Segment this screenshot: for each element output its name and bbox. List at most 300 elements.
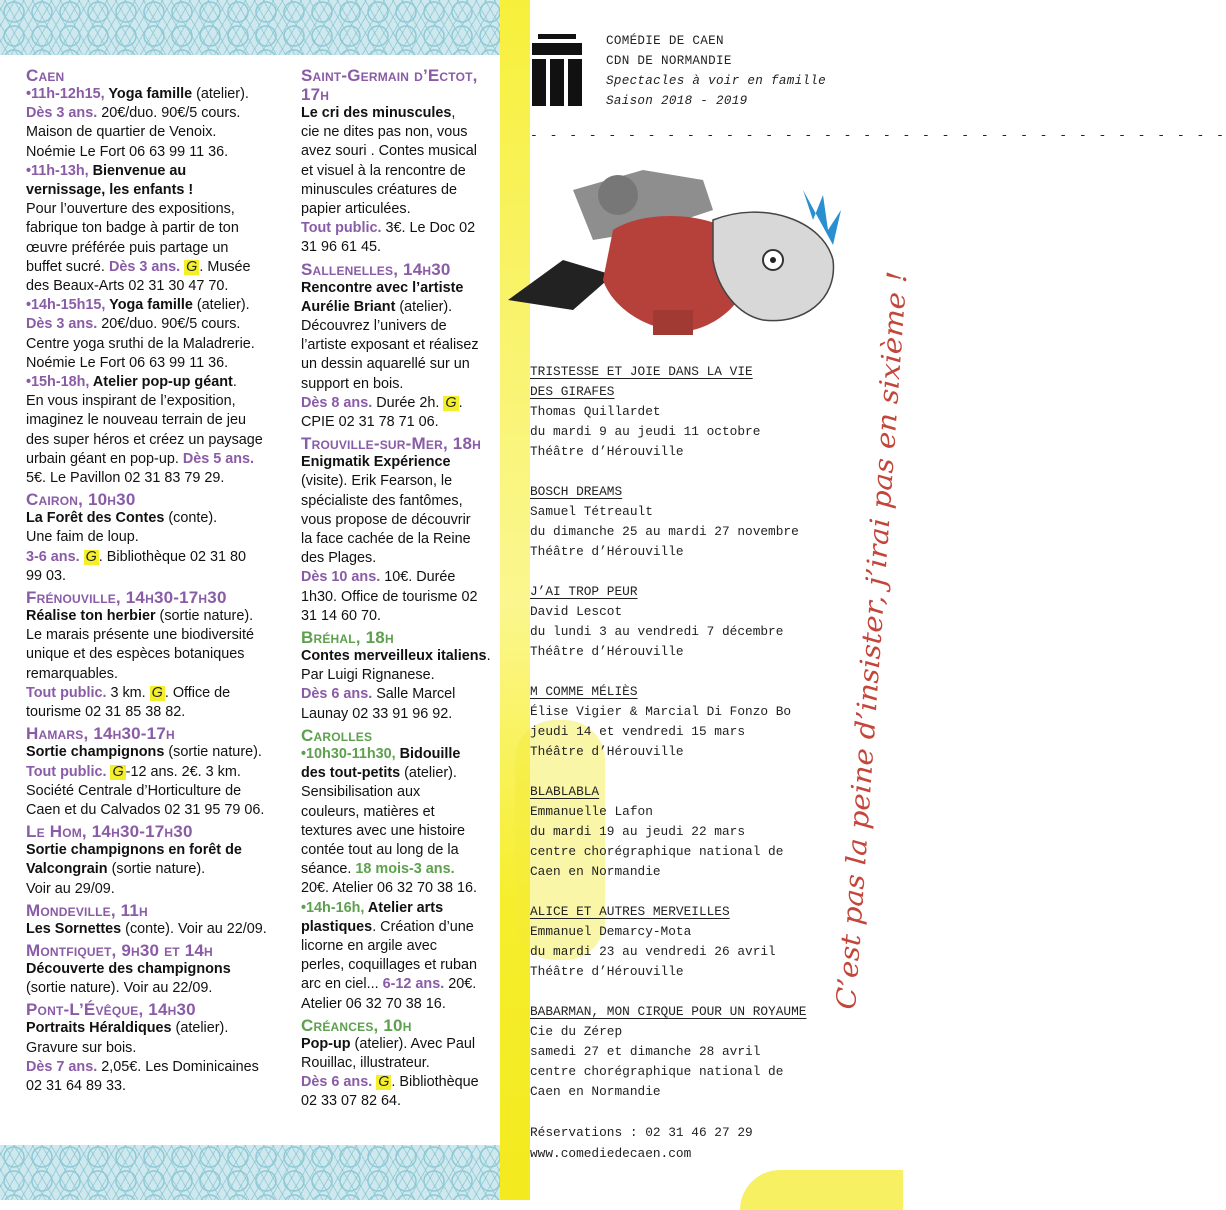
show-venue: Théâtre d’Hérouville (530, 444, 684, 459)
entry-text: Le marais présente une biodiversité (26, 627, 254, 644)
town-heading: Bréhal, 18h (301, 628, 394, 648)
entry-line (26, 181, 276, 200)
activity-title: Pop-up (301, 1035, 351, 1052)
entry-line (26, 162, 276, 181)
entry-text: Société Centrale d’Horticulture de (26, 782, 242, 799)
entry-text: 10€. Durée (380, 569, 456, 586)
entry-text: unique et des espèces botaniques (26, 646, 245, 663)
entry-text: textures avec une histoire (301, 822, 465, 839)
entry-line (301, 647, 496, 666)
entry-text: . Musée (199, 258, 251, 275)
entry-line (301, 375, 496, 394)
show-author: Emmanuelle Lafon (530, 804, 653, 819)
entry-text: Une faim de loup. (26, 529, 139, 546)
activity-title: Enigmatik Expérience (301, 454, 451, 471)
show-venue: Théâtre d’Hérouville (530, 544, 684, 559)
entry-text: En vous inspirant de l’exposition, (26, 393, 236, 410)
show-venue: Théâtre d’Hérouville (530, 964, 684, 979)
highlight-text: Dès 6 ans. (301, 686, 373, 703)
entry-text: (conte). (164, 510, 218, 527)
entry-line (301, 219, 496, 238)
highlight-text: •10h30-11h30, (301, 745, 400, 762)
entry-text: des Plages. (301, 550, 377, 567)
entry-line (301, 1054, 496, 1073)
agenda-entry-pont-l-eveque-14h30 (26, 1000, 276, 1096)
activity-title: Yoga famille (109, 297, 193, 314)
entry-line (301, 298, 496, 317)
entry-text: 31 14 60 70. (301, 607, 382, 624)
entry-text: Durée 2h. (372, 394, 444, 411)
entry-line (26, 469, 276, 488)
entry-line (26, 880, 276, 899)
entry-line (26, 1019, 276, 1038)
decorative-pattern-top (0, 0, 500, 55)
highlight-text: Dès 8 ans. (301, 394, 373, 411)
entry-line (301, 995, 496, 1014)
activity-title: Découverte des champignons (26, 960, 231, 977)
handwritten-text: C’est pas la peine d’insister, j’irai pas en sixième ! (831, 323, 910, 1011)
entry-line (26, 354, 276, 373)
entry-text: tourisme 02 31 85 38 82. (26, 704, 186, 721)
show-venue: Théâtre d’Hérouville (530, 644, 684, 659)
show-title: BOSCH DREAMS (530, 484, 623, 499)
entry-line (26, 860, 276, 879)
highlight-text: 3-6 ans. (26, 548, 84, 565)
show-dates: du mardi 19 au jeudi 22 mars (530, 824, 746, 839)
entry-line (26, 143, 276, 162)
entry-line (301, 549, 496, 568)
decorative-pattern-bottom (0, 1145, 500, 1200)
town-heading: Caen (26, 66, 65, 85)
entry-text: remarquables. (26, 665, 118, 682)
free-badge: G (112, 763, 124, 780)
website-link[interactable]: www.comediedecaen.com (530, 1146, 692, 1161)
entry-text: (sortie nature). (164, 744, 262, 761)
entry-line (301, 511, 496, 530)
entry-line (26, 960, 276, 979)
entry-text: . Bibliothèque (391, 1074, 479, 1091)
agenda-entry-sallenelles-14h30 (301, 260, 496, 433)
entry-line (26, 1077, 276, 1096)
highlight-text: Tout public. (301, 220, 382, 237)
town-heading: Montfiquet, 9h30 et 14h (26, 940, 213, 960)
entry-line (26, 431, 276, 450)
entry-line (26, 200, 276, 219)
header-line1: COMÉDIE DE CAEN (606, 34, 724, 48)
town-heading: Sallenelles, 14h30 (301, 259, 451, 279)
entry-text: (atelier). (395, 298, 453, 315)
entry-line (26, 219, 276, 238)
entry-line (26, 645, 276, 664)
agenda-entry-trouville-sur-mer-18h (301, 434, 496, 626)
entry-text: 99 03. (26, 567, 67, 584)
entry-line (301, 666, 496, 685)
entry-line (26, 626, 276, 645)
entry-text: cie ne dites pas non, vous (301, 124, 468, 141)
show-venue: Caen en Normandie (530, 864, 661, 879)
comedie-logo-icon (532, 34, 582, 106)
header-line2: CDN DE NORMANDIE (606, 54, 732, 68)
entry-text: l’artiste exposant et réalisez (301, 337, 479, 354)
entry-text: (visite). Erik Fearson, le (301, 473, 453, 490)
entry-line (301, 937, 496, 956)
highlight-text: •11h-13h, (26, 162, 93, 179)
entry-line (301, 530, 496, 549)
agenda-entry-mondeville-11h (26, 901, 276, 939)
entry-line (301, 841, 496, 860)
entry-line (26, 665, 276, 684)
show-title: TRISTESSE ET JOIE DANS LA VIE (530, 364, 753, 379)
entry-line (26, 123, 276, 142)
entry-text: 20€/duo. 90€/5 cours. (97, 105, 241, 122)
entry-text: Gravure sur bois. (26, 1039, 137, 1056)
activity-title: Portraits Héraldiques (26, 1020, 172, 1037)
entry-line (301, 588, 496, 607)
town-heading: Créances, 10h (301, 1015, 412, 1035)
entry-text: (sortie nature). (155, 608, 254, 625)
highlight-text: Dès 10 ans. (301, 569, 381, 586)
entry-text: 20€. (444, 976, 477, 993)
show-dates: jeudi 14 et vendredi 15 mars (530, 724, 746, 739)
town-heading: Hamars, 14h30-17h (26, 724, 175, 744)
highlight-text: Dès 3 ans. (108, 258, 185, 275)
activity-title: Valcongrain (26, 861, 108, 878)
entry-text: Launay 02 33 91 96 92. (301, 705, 453, 722)
handwritten-annotation (800, 260, 910, 1020)
agenda-entry-carolles (301, 726, 496, 1014)
highlight-text: •14h-15h15, (26, 297, 110, 314)
activity-title: Rencontre avec l’artiste (301, 279, 464, 296)
activity-title: vernissage, les enfants ! (26, 182, 194, 199)
show-venue: Caen en Normandie (530, 1084, 661, 1099)
activity-title: Bidouille (399, 745, 461, 762)
entry-text: Découvrez l’univers de (301, 318, 447, 335)
activity-title: des tout-petits (301, 765, 401, 782)
entry-text: des super héros et créez un paysage (26, 431, 263, 448)
show-dates: du mardi 23 au vendredi 26 avril (530, 944, 776, 959)
entry-line (301, 413, 496, 432)
entry-line (26, 335, 276, 354)
show-title: BLABLABLA (530, 784, 600, 799)
entry-text: licorne en argile avec (301, 937, 437, 954)
entry-line (26, 567, 276, 586)
highlight-text: •14h-16h, (301, 899, 368, 916)
entry-line (26, 315, 276, 334)
entry-line (26, 296, 276, 315)
highlight-text: Dès 5 ans. (182, 450, 255, 467)
activity-title: Le cri des minuscules (301, 105, 452, 121)
entry-line (301, 783, 496, 802)
town-heading: Carolles (301, 725, 373, 745)
entry-text: vous propose de découvrir (301, 511, 471, 528)
entry-text: 1h30. Office de tourisme 02 (301, 588, 478, 605)
entry-text: , (451, 105, 456, 121)
entry-text: couleurs, matières et (301, 803, 435, 820)
entry-text: des Beaux-Arts 02 31 30 47 70. (26, 278, 229, 295)
entry-line (301, 336, 496, 355)
entry-line (301, 162, 496, 181)
entry-text: perles, coquillages et ruban (301, 957, 477, 974)
entry-line (301, 200, 496, 219)
free-badge: G (378, 1074, 390, 1091)
entry-line (26, 277, 276, 296)
entry-line (26, 509, 276, 528)
entry-line (26, 703, 276, 722)
entry-line (301, 1092, 496, 1111)
entry-text: Salle Marcel (372, 686, 456, 703)
entry-line (301, 745, 496, 764)
show-author: Élise Vigier & Marcial Di Fonzo Bo (530, 704, 792, 719)
town-heading: Le Hom, 14h30-17h30 (26, 822, 193, 842)
entry-line (301, 279, 496, 298)
activity-title: La Forêt des Contes (26, 510, 165, 527)
town-heading: Trouville-sur-Mer, 18h (301, 434, 481, 454)
entry-text: papier articulées. (301, 201, 411, 218)
comedie-header (606, 31, 826, 111)
show-author: Emmanuel Demarcy-Mota (530, 924, 692, 939)
entry-line (26, 392, 276, 411)
agenda-entry-creances-10h (301, 1016, 496, 1112)
entry-line (26, 801, 276, 820)
town-heading: Pont-L’Évêque, 14h30 (26, 1000, 196, 1020)
town-heading: Cairon, 10h30 (26, 490, 136, 510)
entry-text: Atelier 06 32 70 38 16. (301, 995, 446, 1012)
entry-line (301, 181, 496, 200)
show-venue: centre chorégraphique national de (530, 844, 784, 859)
entry-text: Caen et du Calvados 02 31 95 79 06. (26, 801, 265, 818)
entry-line (26, 841, 276, 860)
activity-title: plastiques (301, 918, 373, 935)
show-author: David Lescot (530, 604, 623, 619)
entry-text: 3€. Le Doc 02 (381, 220, 476, 237)
entry-line (301, 685, 496, 704)
entry-line (26, 743, 276, 762)
entry-text: support en bois. (301, 375, 404, 392)
entry-text: et visuel à la rencontre de (301, 162, 466, 179)
entry-line (26, 979, 276, 998)
entry-text: minuscules créatures de (301, 181, 457, 198)
entry-text: spécialiste des fantômes, (301, 492, 463, 509)
entry-text: . Office de (164, 684, 231, 701)
show-title: ALICE ET AUTRES MERVEILLES (530, 904, 730, 919)
entry-line (26, 373, 276, 392)
free-badge: G (151, 684, 163, 701)
activity-title: Yoga famille (108, 86, 193, 102)
entry-text: urbain géant en pop-up. (26, 450, 183, 467)
entry-line (26, 607, 276, 626)
agenda-entry-saint-germain-d-ectot-17h (301, 66, 496, 258)
highlight-text: •15h-18h, (26, 374, 93, 391)
entry-line (301, 860, 496, 879)
highlight-text: Dès 6 ans. (301, 1074, 377, 1091)
entry-line (301, 453, 496, 472)
entry-line (26, 1058, 276, 1077)
agenda-entry-le-hom-14h30-17h30 (26, 822, 276, 899)
entry-text: . (458, 394, 463, 411)
entry-line (26, 258, 276, 277)
agenda-entry-cairon-10h30 (26, 490, 276, 586)
entry-line (301, 568, 496, 587)
entry-text: séance. (301, 861, 356, 878)
highlight-text: Dès 3 ans. (26, 105, 98, 122)
entry-text: Maison de quartier de Venoix. (26, 124, 217, 141)
show-venue: Théâtre d’Hérouville (530, 744, 684, 759)
show-dates: du mardi 9 au jeudi 11 octobre (530, 424, 761, 439)
show-title: DES GIRAFES (530, 384, 615, 399)
entry-text: buffet sucré. (26, 258, 109, 275)
entry-text: imaginez le nouveau terrain de jeu (26, 412, 246, 429)
activity-title: Sortie champignons en forêt de (26, 842, 242, 859)
entry-text: (sortie nature). Voir au 22/09. (26, 980, 213, 997)
entry-line (301, 975, 496, 994)
activity-title: Atelier pop-up géant (92, 374, 233, 391)
entry-text: Centre yoga sruthi de la Maladrerie. (26, 335, 255, 352)
entry-line (26, 450, 276, 469)
header-line4: Saison 2018 - 2019 (606, 94, 748, 108)
show-dates: du dimanche 25 au mardi 27 novembre (530, 524, 799, 539)
entry-line (301, 394, 496, 413)
entry-text: Noémie Le Fort 06 63 99 11 36. (26, 354, 229, 371)
entry-line (301, 1035, 496, 1054)
highlight-text: 18 mois-3 ans. (355, 861, 455, 878)
entry-line (26, 528, 276, 547)
entry-line (301, 355, 496, 374)
entry-line (301, 607, 496, 626)
header-line3: Spectacles à voir en famille (606, 74, 827, 88)
entry-text: . (486, 648, 491, 665)
entry-line (26, 85, 276, 104)
reservations-block (530, 1122, 753, 1164)
entry-text: (atelier). (192, 297, 250, 314)
agenda-entry-montfiquet-9h30-et-14h (26, 941, 276, 998)
highlight-text: Dès 3 ans. (26, 316, 98, 333)
entry-line (301, 142, 496, 161)
entry-line (26, 1039, 276, 1058)
entry-line (301, 123, 496, 142)
entry-text: . (232, 374, 237, 391)
activity-title: Bienvenue au (92, 162, 187, 179)
performers-illustration (503, 150, 843, 350)
entry-line (26, 239, 276, 258)
highlight-text: Tout public. (26, 684, 107, 701)
entry-line (301, 822, 496, 841)
entry-line (301, 956, 496, 975)
entry-line (301, 1073, 496, 1092)
show-author: Samuel Tétreault (530, 504, 653, 519)
entry-text: 02 33 07 82 64. (301, 1093, 402, 1110)
entry-text: (atelier). (192, 86, 249, 102)
entry-text: arc en ciel... (301, 976, 383, 993)
entry-line (301, 238, 496, 257)
show-title: M COMME MÉLIÈS (530, 684, 638, 699)
entry-line (301, 472, 496, 491)
show-dates: samedi 27 et dimanche 28 avril (530, 1044, 761, 1059)
agenda-column-2 (301, 66, 496, 1114)
reservations-phone: Réservations : 02 31 46 27 29 (530, 1125, 753, 1140)
entry-text: 31 96 61 45. (301, 239, 382, 256)
town-heading: Frénouville, 14h30-17h30 (26, 588, 227, 608)
free-badge: G (186, 258, 198, 275)
entry-text: -12 ans. 2€. 3 km. (125, 763, 241, 780)
show-title: BABARMAN, MON CIRQUE POUR UN ROYAUME (530, 1004, 807, 1019)
entry-text: 2,05€. Les Dominicaines (97, 1058, 259, 1075)
entry-line (26, 763, 276, 782)
agenda-entry-hamars-14h30-17h (26, 724, 276, 820)
entry-line (26, 411, 276, 430)
entry-text: (atelier). (171, 1020, 229, 1037)
highlight-text: Tout public. (26, 763, 111, 780)
activity-title: Aurélie Briant (301, 298, 396, 315)
entry-line (301, 764, 496, 783)
entry-text: CPIE 02 31 78 71 06. (301, 414, 439, 431)
town-heading: Mondeville, 11h (26, 900, 148, 920)
show-dates: du lundi 3 au vendredi 7 décembre (530, 624, 784, 639)
entry-text: Par Luigi Rignanese. (301, 667, 435, 684)
activity-title: Sortie champignons (26, 744, 165, 761)
dashed-divider: - - - - - - - - - - - - - - - - - - - - - - - - - - - - - - - - - - - - (530, 128, 1226, 143)
show-author: Thomas Quillardet (530, 404, 661, 419)
entry-text: (conte). Voir au 22/09. (121, 920, 267, 937)
entry-line (301, 899, 496, 918)
show-title: J’AI TROP PEUR (530, 584, 638, 599)
activity-title: Contes merveilleux italiens (301, 648, 487, 665)
activity-title: Les Sornettes (26, 920, 122, 937)
entry-text: 3 km. (106, 684, 150, 701)
entry-text: contée tout au long de la (301, 841, 459, 858)
entry-text: avez souri . Contes musical (301, 143, 477, 160)
entry-text: un dessin aquarellé sur un (301, 356, 470, 373)
entry-line (301, 317, 496, 336)
entry-text: (sortie nature). (107, 861, 206, 878)
entry-text: la face cachée de la Reine (301, 531, 471, 548)
activity-title: Atelier arts (367, 899, 444, 916)
highlight-text: •11h-12h15, (26, 86, 109, 102)
entry-text: œuvre préférée puis partage un (26, 239, 229, 256)
entry-text: 20€. Atelier 06 32 70 38 16. (301, 880, 478, 897)
show-venue: centre chorégraphique national de (530, 1064, 784, 1079)
entry-line (26, 548, 276, 567)
entry-line (301, 879, 496, 898)
entry-line (301, 705, 496, 724)
entry-text: . Bibliothèque 02 31 80 (98, 548, 247, 565)
entry-line (301, 918, 496, 937)
entry-text: Noémie Le Fort 06 63 99 11 36. (26, 143, 229, 160)
entry-line (26, 104, 276, 123)
entry-text: Pour l’ouverture des expositions, (26, 201, 235, 218)
entry-text: (atelier). (400, 765, 457, 782)
entry-text: 5€. Le Pavillon 02 31 83 79 29. (26, 470, 225, 487)
entry-text: fabrique ton badge à partir de ton (26, 220, 239, 237)
agenda-entry-brehal-18h (301, 628, 496, 724)
entry-text: 20€/duo. 90€/5 cours. (97, 316, 241, 333)
entry-line (26, 920, 276, 939)
entry-line (26, 782, 276, 801)
agenda-entry-frenouville-14h30-17h30 (26, 588, 276, 722)
entry-text: Voir au 29/09. (26, 880, 115, 897)
free-badge: G (445, 394, 457, 411)
free-badge: G (85, 548, 97, 565)
highlight-text: Dès 7 ans. (26, 1058, 98, 1075)
entry-text: 02 31 64 89 33. (26, 1077, 127, 1094)
highlight-text: 6-12 ans. (382, 976, 445, 993)
entry-text: (atelier). Avec Paul (350, 1035, 476, 1052)
show-author: Cie du Zérep (530, 1024, 623, 1039)
entry-text: Sensibilisation aux (301, 784, 421, 801)
town-heading: Saint-Germain d’Ectot, 17h (301, 66, 478, 104)
entry-text: Rouillac, illustrateur. (301, 1054, 430, 1071)
entry-line (301, 803, 496, 822)
agenda-column-1 (26, 66, 276, 1098)
